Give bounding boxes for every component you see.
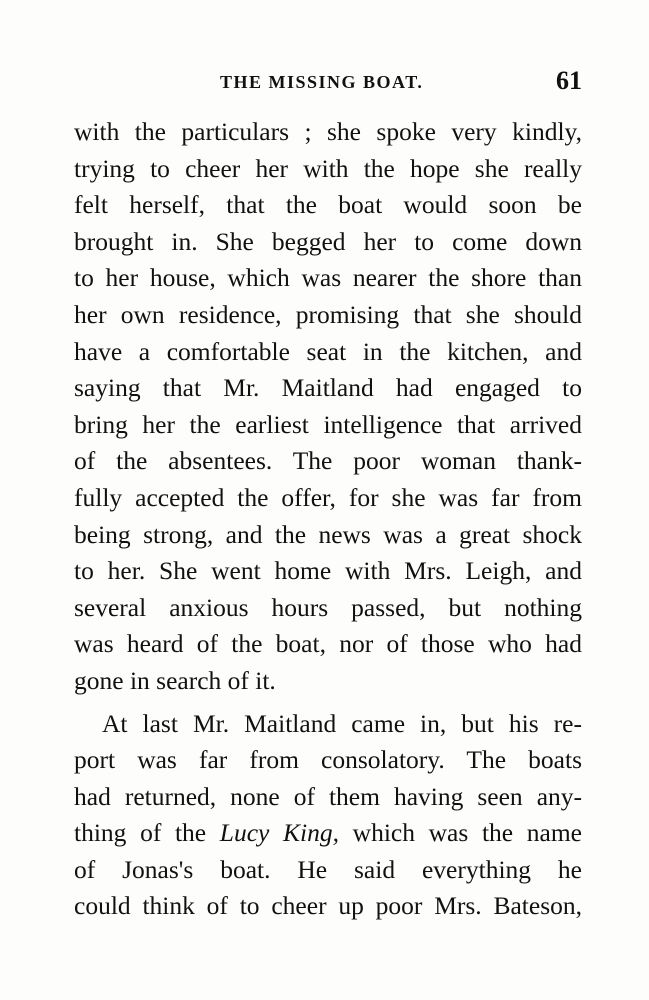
paragraph [74,114,582,700]
running-title: THE MISSING BOAT. [220,72,424,92]
boat-name: Lucy King, [219,818,339,848]
running-head [74,66,582,100]
paragraph [74,706,582,926]
text-line: felt herself, that the boat would soon be [74,190,582,220]
text-line: several anxious hours passed, but nothing [74,592,582,622]
text-segment: which was the name [339,818,582,848]
text-line: saying that Mr. Maitland had engaged to [74,373,582,403]
text-line: fully accepted the offer, for she was far from [74,482,582,512]
text-line: with the particulars ; she spoke very kindly, [74,117,582,146]
page-number: 61 [556,66,582,95]
text-line: At last Mr. Maitland came in, but his re- [102,708,582,738]
text-line: being strong, and the news was a great shock [74,519,582,549]
body-text [74,114,582,925]
text-line: of Jonas's boat. He said everything he [74,854,582,884]
text-line: gone in search of it. [74,665,276,695]
text-line: trying to cheer her with the hope she really [74,153,582,183]
text-line: bring her the earliest intelligence that arrived [74,409,582,439]
text-line: have a comfortable seat in the kitchen, and [74,336,582,366]
text-line: her own residence, promising that she should [74,299,582,329]
text-line: port was far from consolatory. The boats [74,745,582,775]
text-line-with-italic [74,815,582,852]
text-line: was heard of the boat, nor of those who had [74,629,582,659]
text-line: could think of to cheer up poor Mrs. Bateson, [74,891,582,921]
text-line: had returned, none of them having seen any- [74,781,582,811]
text-line: to her. She went home with Mrs. Leigh, and [74,556,582,586]
text-line: brought in. She begged her to come down [74,226,582,256]
text-segment: thing of the [74,818,220,848]
text-line: of the absentees. The poor woman thank- [74,446,582,476]
text-line: to her house, which was nearer the shore than [74,263,582,293]
